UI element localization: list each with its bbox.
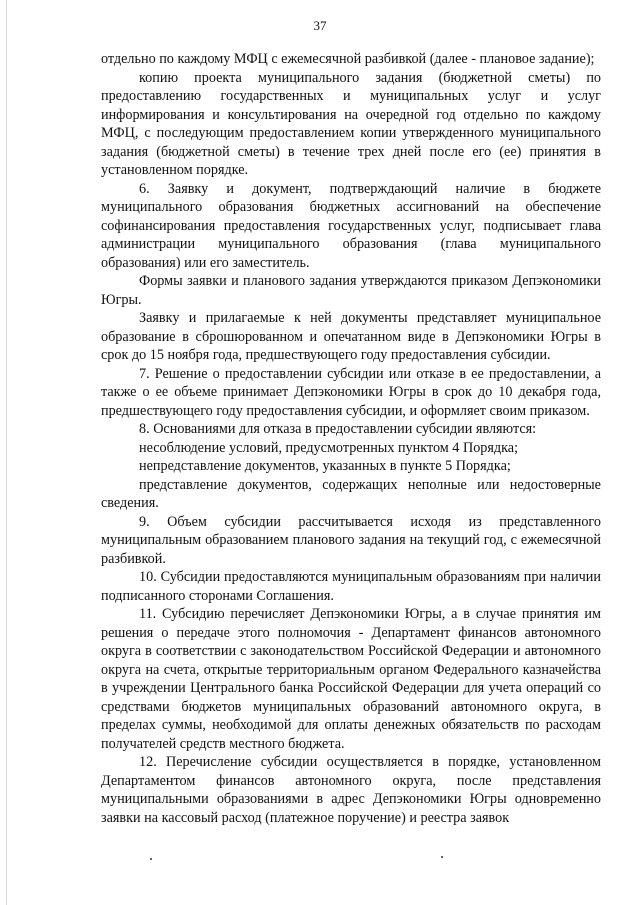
paragraph-application-submission: Заявку и прилагаемые к ней документы представляет муниципальное образование в сброшюрованном и опечатанном виде в Депэкономики Югры в срок до 15 ноября года, предшествующего году предоставления субсидии. <box>101 310 601 363</box>
scan-speck <box>441 856 443 858</box>
refusal-reason-3: представление документов, содержащих неполные или недостоверные сведения. <box>101 476 601 511</box>
page-number: 37 <box>313 18 327 33</box>
paragraph-item-10: 10. Субсидии предоставляются муниципальным образованиям при наличии подписанного сторонами Соглашения. <box>101 569 601 604</box>
paragraph-item-9: 9. Объем субсидии рассчитывается исходя из представленного муниципальным образованием планового задания на текущий год, с ежемесячной разбивкой. <box>101 513 601 567</box>
refusal-reason-2: непредставление документов, указанных в пункте 5 Порядка; <box>139 458 511 474</box>
paragraph-item-6: 6. Заявку и документ, подтверждающий наличие в бюджете муниципального образования бюджетных ассигнований на обеспечение софинансирования предоставления государственных услуг, подписывает глава администрации муниципального образования (глава муниципального образования) или его заместитель. <box>101 180 601 271</box>
paragraph-item-7: 7. Решение о предоставлении субсидии или отказе в ее предоставлении, а также о ее объеме принимает Депэкономики Югры в срок до 10 декабря года, предшествующего году предоставления субсидии, и оформляет своим приказом. <box>101 365 601 419</box>
refusal-reason-1: несоблюдение условий, предусмотренных пунктом 4 Порядка; <box>139 439 519 456</box>
document-body <box>101 50 601 827</box>
paragraph-item-8: 8. Основаниями для отказа в предоставлении субсидии являются: <box>139 421 537 437</box>
scan-speck <box>150 858 152 860</box>
paragraph-item-12: 12. Перечисление субсидии осуществляется в порядке, установленном Департаментом финансов автономного округа, после представления муниципальными образованиями в адрес Депэкономики Югры одновременно заявки на кассовый расход (платежное поручение) и реестра заявок <box>101 754 601 826</box>
paragraph-municipal-task-copy: копию проекта муниципального задания (бюджетной сметы) по предоставлению государственных и муниципальных услуг и услуг информирования и консультирования на очередной год отдельно по каждому МФЦ, с последующим предоставлением копии утвержденного муниципального задания (бюджетной сметы) в течение трех дней после его (ее) принятия в установленном порядке. <box>101 69 601 178</box>
scan-edge-line <box>6 0 7 905</box>
paragraph-item-11: 11. Субсидию перечисляет Депэкономики Югры, а в случае принятия им решения о передаче этого полномочия - Департамент финансов автономного округа в соответствии с законодательством Российской Федерации и автономного округа на счета, открытые территориальным органом Федерального казначейства в учреждении Центрального банка Российской Федерации для учета операций со средствами бюджетов муниципальных образований автономного округа, в пределах суммы, необходимой для оплаты денежных обязательств по расходам получателей средств местного бюджета. <box>101 606 601 752</box>
paragraph-planned-task-continuation: отдельно по каждому МФЦ с ежемесячной разбивкой (далее - плановое задание); <box>101 51 595 67</box>
paragraph-forms-approval: Формы заявки и планового задания утверждаются приказом Депэкономики Югры. <box>101 273 601 308</box>
